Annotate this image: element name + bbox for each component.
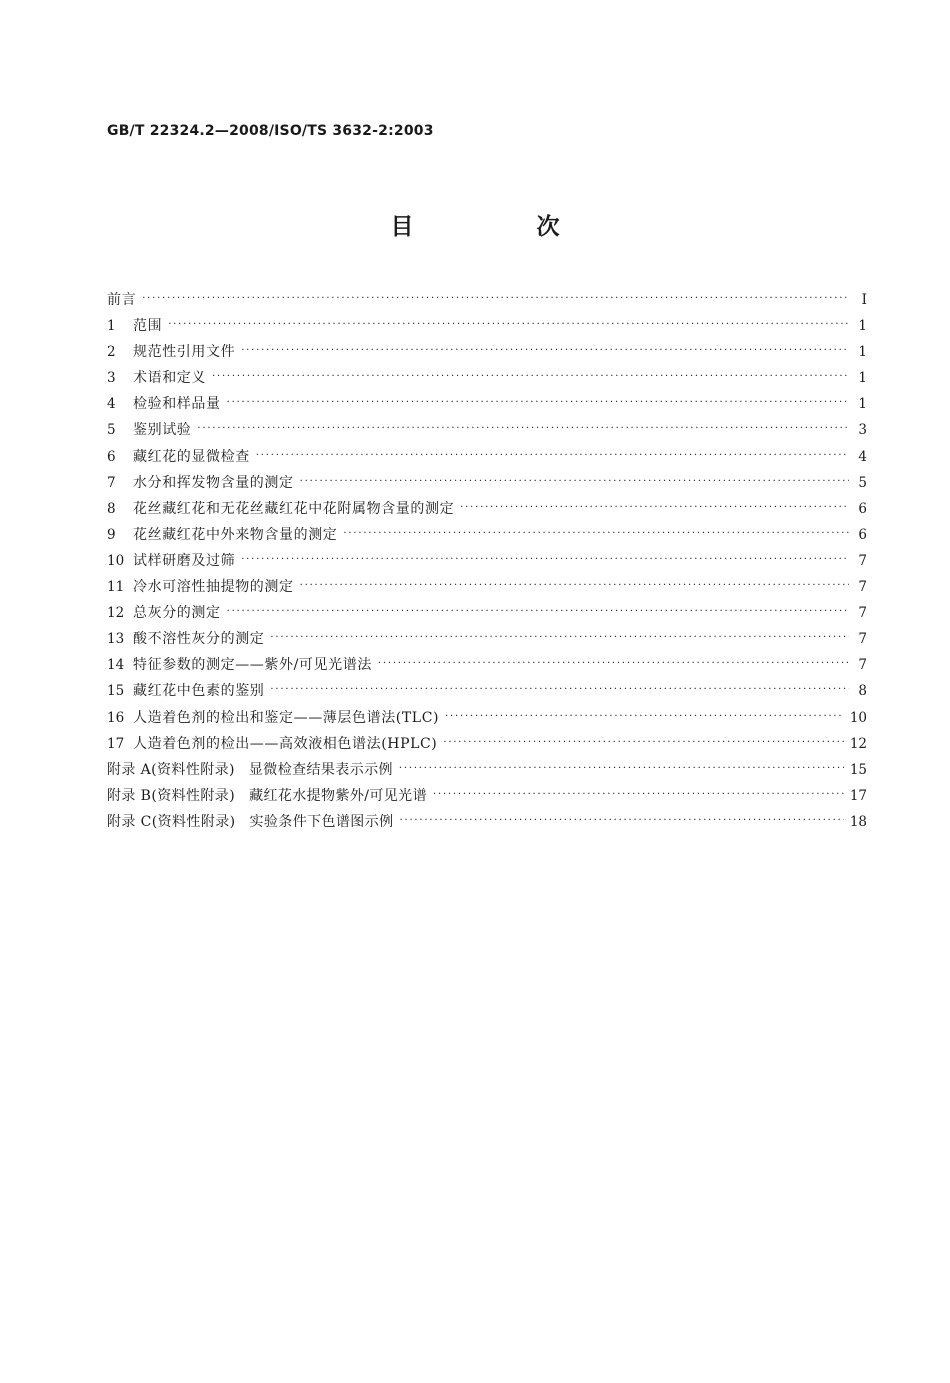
toc-entry-number: 9 xyxy=(107,526,116,543)
toc-entry-number: 13 xyxy=(107,631,125,648)
toc-entry-label: 酸不溶性灰分的测定 xyxy=(133,631,265,648)
toc-entry-page: 7 xyxy=(858,552,867,569)
toc-entry-page: 1 xyxy=(858,318,867,335)
toc-entry-number: 15 xyxy=(107,683,125,700)
appendix-prefix: 附录 A(资料性附录) xyxy=(107,761,235,778)
toc-entry-number: 16 xyxy=(107,709,125,726)
toc-entry-page: 15 xyxy=(849,761,867,778)
toc-entry-label: 前言 xyxy=(107,292,137,308)
toc-entry-3[interactable] xyxy=(107,365,867,391)
toc-entry-label: 藏红花水提物紫外/可见光谱 xyxy=(249,787,427,804)
toc-entry-page: 1 xyxy=(858,370,867,387)
toc-entry-page: 10 xyxy=(849,709,867,726)
toc-entry-16[interactable] xyxy=(107,705,867,731)
toc-entry-label: 显微检查结果表示示例 xyxy=(248,761,393,778)
toc-entry-page: 18 xyxy=(849,813,867,830)
toc-entry-label: 藏红花的显微检查 xyxy=(133,448,250,465)
toc-entry-7[interactable] xyxy=(107,470,867,496)
toc-entry-6[interactable] xyxy=(107,444,867,470)
leader-dots xyxy=(270,625,849,651)
appendix-prefix: 附录 B(资料性附录) xyxy=(107,787,236,804)
standard-code: GB/T 22324.2—2008/ISO/TS 3632-2:2003 xyxy=(107,123,434,139)
toc-entry-number: 17 xyxy=(107,735,125,752)
toc-entry-label: 花丝藏红花中外来物含量的测定 xyxy=(133,526,338,543)
toc-entry-number: 8 xyxy=(107,500,116,517)
toc-entry-number: 10 xyxy=(107,552,125,569)
toc-entry-5[interactable] xyxy=(107,417,867,443)
toc-entry-appendix-c[interactable] xyxy=(107,809,867,835)
leader-dots xyxy=(256,443,849,469)
toc-entry-page: 7 xyxy=(858,631,867,648)
toc-entry-12[interactable] xyxy=(107,600,867,626)
toc-entry-page: 12 xyxy=(849,735,867,752)
leader-dots xyxy=(241,338,849,364)
toc-entry-label: 特征参数的测定——紫外/可见光谱法 xyxy=(133,657,372,674)
toc-entry-page: 1 xyxy=(858,344,867,361)
toc-entry-page: 8 xyxy=(858,683,867,700)
leader-dots xyxy=(343,521,849,547)
toc-entry-14[interactable] xyxy=(107,652,867,678)
leader-dots xyxy=(445,704,844,730)
leader-dots xyxy=(142,286,849,312)
toc-entry-number: 2 xyxy=(107,344,116,361)
toc-entry-page: 6 xyxy=(858,500,867,517)
toc-entry-13[interactable] xyxy=(107,626,867,652)
toc-entry-number: 4 xyxy=(107,396,116,413)
toc-entry-label: 冷水可溶性抽提物的测定 xyxy=(133,579,294,596)
appendix-prefix: 附录 C(资料性附录) xyxy=(107,813,236,830)
leader-dots xyxy=(443,730,843,756)
toc-entry-page: 5 xyxy=(858,474,867,491)
toc-entry-10[interactable] xyxy=(107,548,867,574)
toc-entry-label: 人造着色剂的检出和鉴定——薄层色谱法(TLC) xyxy=(133,709,440,726)
toc-entry-9[interactable] xyxy=(107,522,867,548)
toc-entry-page: 1 xyxy=(858,396,867,413)
toc-entry-number: 1 xyxy=(107,318,116,335)
toc-entry-page: 6 xyxy=(858,526,867,543)
toc-entry-label: 检验和样品量 xyxy=(133,396,221,413)
toc-entry-label: 实验条件下色谱图示例 xyxy=(249,813,394,830)
toc-entry-number: 6 xyxy=(107,448,116,465)
toc-entry-page: 7 xyxy=(858,605,867,622)
toc-entry-label: 人造着色剂的检出——高效液相色谱法(HPLC) xyxy=(133,735,438,752)
toc-entry-label: 术语和定义 xyxy=(133,370,206,387)
toc-entry-page: 3 xyxy=(858,422,867,439)
toc-entry-number: 3 xyxy=(107,370,116,387)
leader-dots xyxy=(241,547,849,573)
leader-dots xyxy=(168,312,849,338)
leader-dots xyxy=(197,416,849,442)
toc-entry-15[interactable] xyxy=(107,678,867,704)
toc-entry-4[interactable] xyxy=(107,391,867,417)
toc-entry-page: 17 xyxy=(849,787,867,804)
toc-entry-page: 7 xyxy=(858,657,867,674)
toc-entry-page: 7 xyxy=(858,579,867,596)
toc-entry-11[interactable] xyxy=(107,574,867,600)
leader-dots xyxy=(300,573,849,599)
leader-dots xyxy=(212,364,849,390)
toc-entry-number: 7 xyxy=(107,474,116,491)
leader-dots xyxy=(227,599,849,625)
toc-entry-number: 5 xyxy=(107,422,116,439)
toc-entry-preface[interactable] xyxy=(107,287,867,313)
toc-entry-label: 水分和挥发物含量的测定 xyxy=(133,474,294,491)
table-of-contents xyxy=(107,287,867,835)
toc-entry-label: 试样研磨及过筛 xyxy=(133,552,236,569)
leader-dots xyxy=(300,469,849,495)
toc-entry-label: 规范性引用文件 xyxy=(133,344,236,361)
leader-dots xyxy=(378,651,849,677)
toc-entry-number: 11 xyxy=(107,579,125,596)
toc-entry-1[interactable] xyxy=(107,313,867,339)
page-title: 目 次 xyxy=(390,214,610,240)
leader-dots xyxy=(400,808,844,834)
leader-dots xyxy=(433,782,844,808)
toc-entry-17[interactable] xyxy=(107,731,867,757)
toc-entry-label: 花丝藏红花和无花丝藏红花中花附属物含量的测定 xyxy=(133,500,455,517)
leader-dots xyxy=(399,756,844,782)
toc-entry-number: 12 xyxy=(107,605,125,622)
toc-entry-label: 范围 xyxy=(133,318,163,335)
toc-entry-2[interactable] xyxy=(107,339,867,365)
toc-entry-label: 藏红花中色素的鉴别 xyxy=(133,683,265,700)
toc-entry-label: 鉴别试验 xyxy=(133,422,192,439)
toc-entry-appendix-a[interactable] xyxy=(107,757,867,783)
toc-entry-8[interactable] xyxy=(107,496,867,522)
toc-entry-label: 总灰分的测定 xyxy=(133,605,221,622)
toc-entry-number: 14 xyxy=(107,657,125,674)
toc-entry-page: Ⅰ xyxy=(861,292,867,308)
toc-entry-appendix-b[interactable] xyxy=(107,783,867,809)
leader-dots xyxy=(270,677,849,703)
toc-entry-page: 4 xyxy=(858,448,867,465)
leader-dots xyxy=(460,495,849,521)
leader-dots xyxy=(227,390,849,416)
